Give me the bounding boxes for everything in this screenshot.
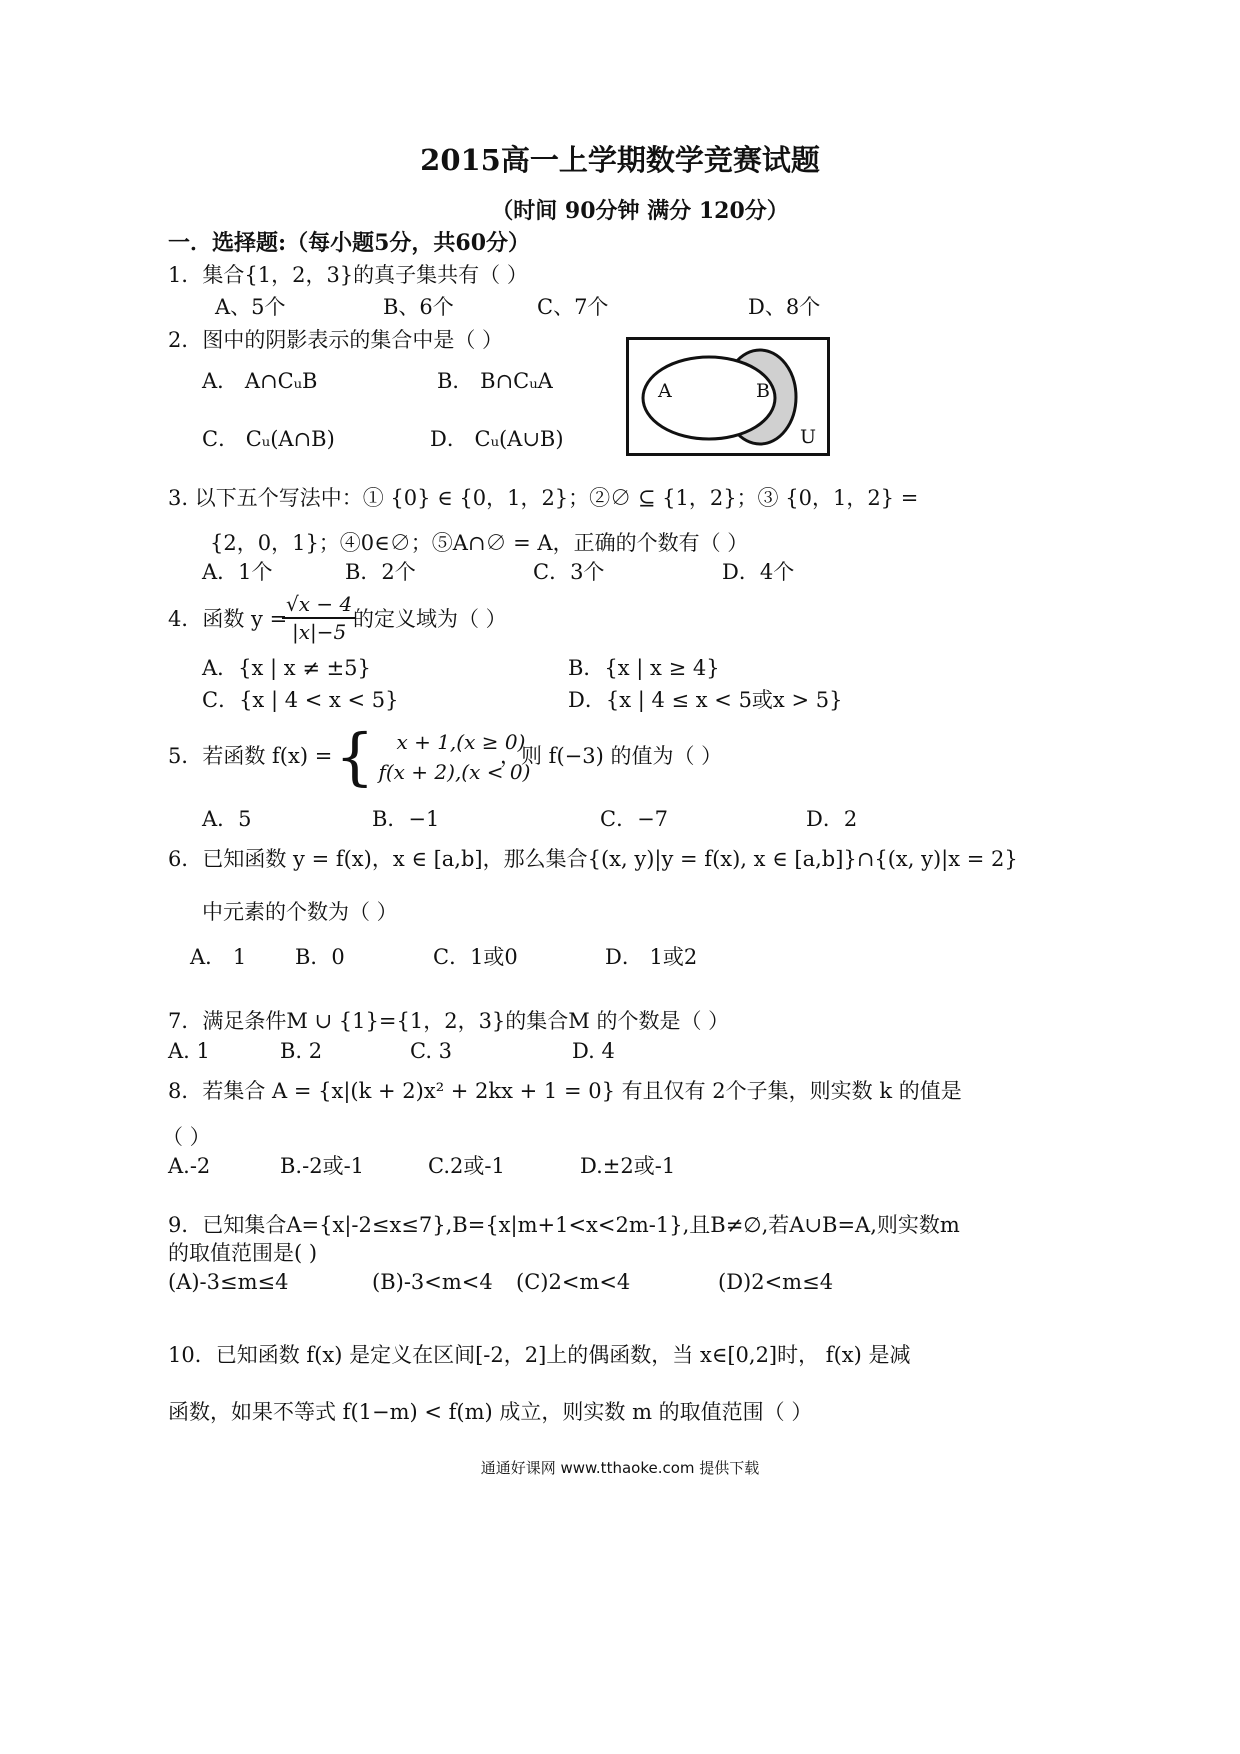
q8-option-a: A.-2 [168, 1154, 211, 1178]
q3-stem: 3. 以下五个写法中：① {0} ∈ {0，1，2}；②∅ ⊆ {1，2}；③ {0，1，2} = [168, 486, 919, 510]
q6-option-d: D． 1或2 [605, 945, 698, 969]
q9-option-c: (C)2<m<4 [516, 1270, 631, 1294]
q5-option-d: D．2 [806, 807, 858, 831]
q1-option-c: C、7个 [537, 295, 609, 319]
q4-stem-post: 的定义域为（ ） [353, 607, 507, 631]
q5-option-b: B．−1 [372, 807, 440, 831]
q6-stem-cont: 中元素的个数为（ ） [202, 900, 398, 924]
q9-option-b: (B)-3<m<4 [372, 1270, 493, 1294]
q1-option-d: D、8个 [748, 295, 821, 319]
q8-option-b: B.-2或-1 [280, 1154, 365, 1178]
section-heading: 一．选择题:（每小题5分，共60分） [168, 230, 531, 256]
exam-info: （时间 90分钟 满分 120分） [491, 198, 789, 224]
q4-denominator: |x|−5 [291, 620, 347, 644]
q4-stem: 4．函数 y = [168, 607, 288, 631]
q5-option-c: C．−7 [600, 807, 669, 831]
q5-stem-post: ，则 f(−3) 的值为（ ） [500, 744, 723, 768]
q1-stem: 1．集合{1，2，3}的真子集共有（ ） [168, 263, 528, 287]
q4-numerator: √x − 4 [282, 591, 356, 619]
q10-stem-cont: 函数，如果不等式 f(1−m) < f(m) 成立，则实数 m 的取值范围（ ） [168, 1400, 813, 1424]
page-title: 2015高一上学期数学竞赛试题 [420, 143, 820, 177]
q3-stem-cont: {2，0，1}；④0∈∅；⑤A∩∅ = A，正确的个数有（ ） [210, 531, 749, 555]
brace-icon: { [335, 720, 375, 793]
q7-option-a: A. 1 [168, 1039, 210, 1063]
q2-option-c: C． Cᵤ(A∩B) [202, 427, 335, 451]
q5-case-1: x + 1,(x ≥ 0) [396, 730, 526, 754]
q9-option-a: (A)-3≤m≤4 [168, 1270, 289, 1294]
q6-option-b: B．0 [295, 945, 345, 969]
q5-stem: 5．若函数 f(x) = [168, 744, 333, 768]
q6-option-c: C．1或0 [433, 945, 518, 969]
q9-stem: 9．已知集合A={x|-2≤x≤7},B={x|m+1<x<2m-1},且B≠∅,若A∪B=A,则实数m [168, 1213, 960, 1237]
venn-label-a: A [658, 380, 672, 402]
q9-option-d: (D)2<m≤4 [718, 1270, 834, 1294]
q2-option-b: B． B∩CᵤA [437, 369, 553, 393]
q4-option-a: A．{x | x ≠ ±5} [202, 656, 371, 680]
q2-stem: 2．图中的阴影表示的集合中是（ ） [168, 328, 504, 352]
venn-label-u: U [800, 426, 817, 448]
q5-option-a: A．5 [202, 807, 252, 831]
q4-option-b: B．{x | x ≥ 4} [568, 656, 720, 680]
q7-stem: 7．满足条件M ∪ {1}={1，2，3}的集合M 的个数是（ ） [168, 1009, 730, 1033]
q1-option-b: B、6个 [383, 295, 454, 319]
q1-option-a: A、5个 [215, 295, 286, 319]
q3-option-c: C．3个 [533, 560, 605, 584]
venn-diagram [626, 337, 830, 456]
q7-option-d: D. 4 [572, 1039, 615, 1063]
q6-stem: 6．已知函数 y = f(x)，x ∈ [a,b]，那么集合{(x, y)|y = f(x), x ∈ [a,b]}∩{(x, y)|x = 2} [168, 847, 1018, 871]
q4-option-d: D．{x | 4 ≤ x < 5或x > 5} [568, 688, 843, 712]
q8-stem-cont: （ ） [162, 1125, 211, 1149]
q7-option-b: B. 2 [280, 1039, 323, 1063]
q4-fraction [282, 591, 356, 645]
q3-option-a: A．1个 [202, 560, 273, 584]
footer-source: 通通好课网 www.tthaoke.com 提供下载 [480, 1459, 760, 1477]
q6-option-a: A． 1 [190, 945, 247, 969]
q2-option-a: A． A∩CᵤB [202, 369, 318, 393]
q3-option-d: D．4个 [722, 560, 795, 584]
venn-label-b: B [756, 380, 770, 402]
q10-stem: 10．已知函数 f(x) 是定义在区间[-2，2]上的偶函数，当 x∈[0,2]时， f(x) 是减 [168, 1343, 911, 1367]
q8-option-d: D.±2或-1 [580, 1154, 676, 1178]
q8-stem: 8．若集合 A = {x|(k + 2)x² + 2kx + 1 = 0} 有且仅有 2个子集，则实数 k 的值是 [168, 1079, 962, 1103]
q2-option-d: D． Cᵤ(A∪B) [430, 427, 564, 451]
q5-case-2: f(x + 2),(x < 0) [378, 760, 531, 784]
q8-option-c: C.2或-1 [428, 1154, 505, 1178]
q9-stem-cont: 的取值范围是( ) [168, 1241, 318, 1265]
q4-option-c: C．{x | 4 < x < 5} [202, 688, 399, 712]
q3-option-b: B．2个 [345, 560, 416, 584]
q7-option-c: C. 3 [410, 1039, 453, 1063]
